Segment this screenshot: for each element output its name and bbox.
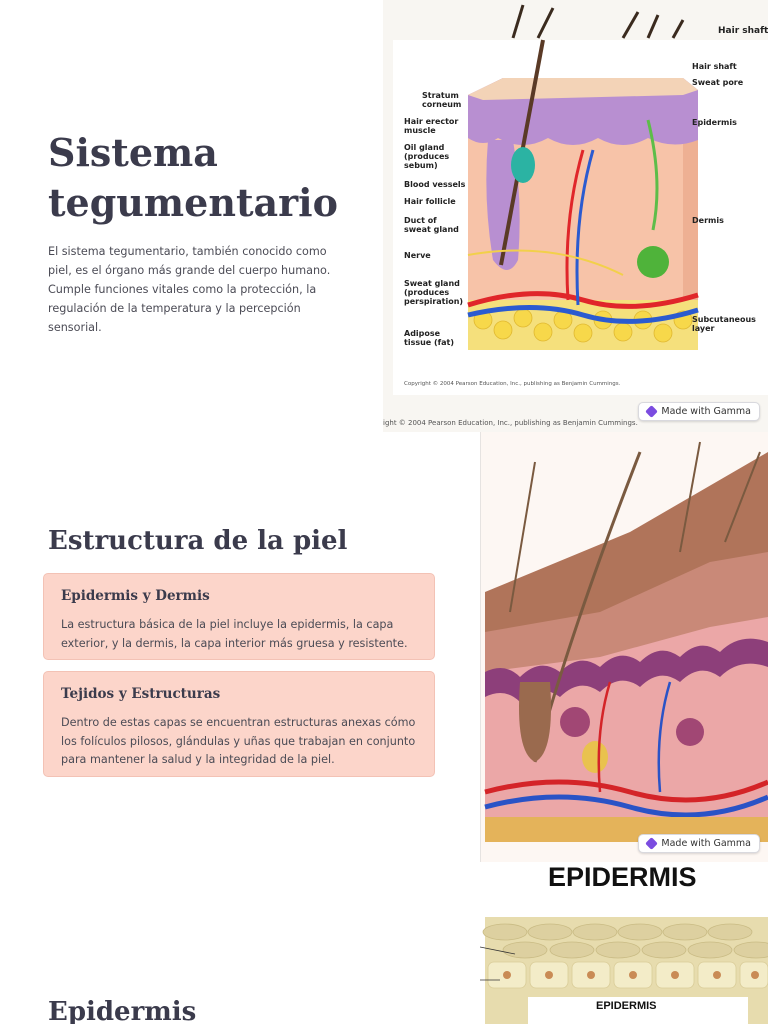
label-hair-follicle: Hair follicle <box>404 197 456 206</box>
label-hair-shaft-top: Hair shaft <box>718 26 768 36</box>
card-epidermis-dermis <box>43 573 435 660</box>
skin-cross-section-illustration <box>480 432 768 862</box>
card-tissues-structures <box>43 671 435 777</box>
copyright-outer: ight © 2004 Pearson Education, Inc., publishing as Benjamin Cummings. <box>383 419 638 427</box>
label-adipose-tissue: Adipose tissue (fat) <box>404 329 455 347</box>
section-title-epidermis: Epidermis <box>48 997 197 1024</box>
gamma-icon <box>646 837 659 850</box>
copyright-note: Copyright © 2004 Pearson Education, Inc., publishing as Benjamin Cummings. <box>404 381 621 387</box>
made-with-gamma-badge[interactable] <box>638 402 760 421</box>
label-sweat-gland: Sweat gland (produces perspiration) <box>404 279 464 306</box>
skin-cross-section-image <box>480 432 768 862</box>
label-subcutaneous: Subcutaneous layer <box>692 315 756 333</box>
card-body: Dentro de estas capas se encuentran estructuras anexas cómo los folículos pilosos, glándulas y uñas que trabajan en conjunto para mantener la salud y la integridad de la piel. <box>61 716 416 766</box>
intro-section <box>0 0 768 432</box>
page-title: Sistema tegumentario <box>48 130 338 225</box>
label-sweat-duct: Duct of sweat gland <box>404 216 459 234</box>
label-sweat-pore: Sweat pore <box>692 78 744 87</box>
label-stratum-corneum: Stratum corneum <box>422 91 462 109</box>
epidermis-image <box>480 862 768 1024</box>
card-title: Tejidos y Estructuras <box>61 686 221 702</box>
label-hair-erector: Hair erector muscle <box>404 117 459 135</box>
label-hair-shaft: Hair shaft <box>692 62 737 71</box>
label-blood-vessels: Blood vessels <box>404 180 466 189</box>
intro-paragraph: El sistema tegumentario, también conocido como piel, es el órgano más grande del cuerpo humano. Cumple funciones vitales como la protección, la regulación de la temperatura y la percepción sensorial. <box>48 245 331 334</box>
card-body: La estructura básica de la piel incluye la epidermis, la capa exterior, y la dermis, la capa interior más gruesa y resistente. <box>61 618 408 650</box>
badge-label: Made with Gamma <box>661 838 751 849</box>
gamma-icon <box>646 405 659 418</box>
skin-diagram-image <box>383 0 768 432</box>
label-oil-gland: Oil gland (produces sebum) <box>404 143 450 170</box>
structure-section <box>0 432 768 862</box>
label-nerve: Nerve <box>404 251 431 260</box>
label-epidermis: Epidermis <box>692 118 737 127</box>
epidermis-image-heading: EPIDERMIS <box>548 862 697 892</box>
badge-label: Made with Gamma <box>661 406 751 417</box>
made-with-gamma-badge[interactable] <box>638 834 760 853</box>
label-dermis: Dermis <box>692 216 724 225</box>
epidermis-section <box>0 862 768 1024</box>
section-title-structure: Estructura de la piel <box>48 526 348 556</box>
epidermis-inner-heading: EPIDERMIS <box>596 1000 657 1012</box>
card-title: Epidermis y Dermis <box>61 588 210 604</box>
